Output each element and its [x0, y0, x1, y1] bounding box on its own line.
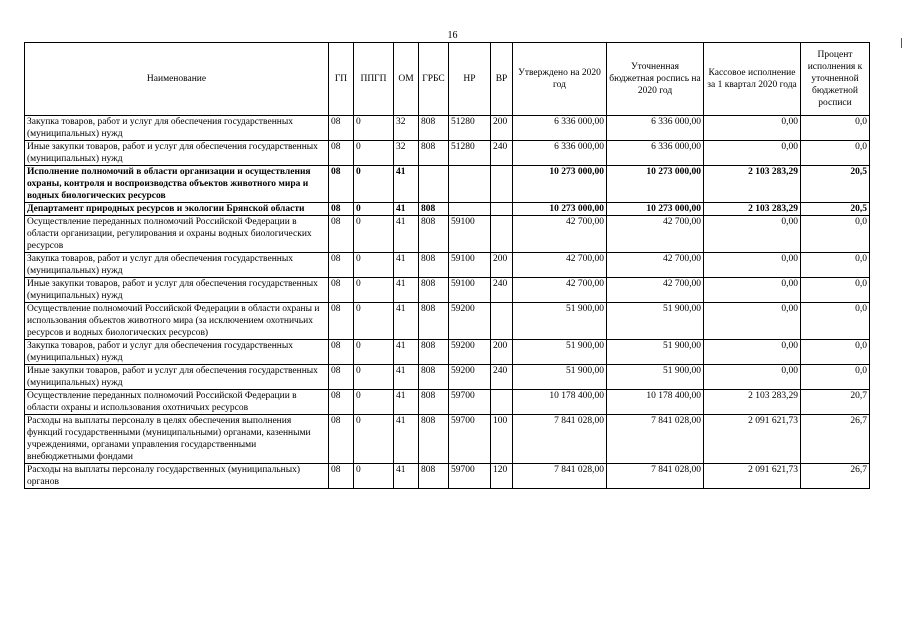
row-ppgp: 0 — [354, 141, 394, 166]
row-gp: 08 — [329, 253, 354, 278]
row-ppgp: 0 — [354, 253, 394, 278]
page-edge-mark — [901, 38, 902, 48]
row-grbs: 808 — [419, 116, 449, 141]
row-percent: 26,7 — [801, 415, 870, 464]
row-approved: 42 700,00 — [513, 278, 607, 303]
row-np: 59200 — [449, 340, 491, 365]
table-row — [25, 365, 870, 390]
row-percent: 20,7 — [801, 390, 870, 415]
row-grbs: 808 — [419, 365, 449, 390]
row-refined: 42 700,00 — [607, 253, 704, 278]
row-name: Осуществление переданных полномочий Российской Федерации в области охраны и использования охотничьих ресурсов — [25, 390, 329, 415]
row-refined: 51 900,00 — [607, 340, 704, 365]
table-row — [25, 278, 870, 303]
row-gp: 08 — [329, 390, 354, 415]
row-om: 41 — [394, 415, 419, 464]
table-row — [25, 415, 870, 464]
row-percent: 0,0 — [801, 253, 870, 278]
row-refined: 51 900,00 — [607, 365, 704, 390]
row-name: Иные закупки товаров, работ и услуг для обеспечения государственных (муниципальных) нужд — [25, 365, 329, 390]
row-name: Расходы на выплаты персоналу в целях обеспечения выполнения функций государственными (муниципальными) органами, казенными учреждениями, органами управления государственными внебюджетными фондами — [25, 415, 329, 464]
row-percent: 0,0 — [801, 278, 870, 303]
row-gp: 08 — [329, 365, 354, 390]
row-cash: 0,00 — [704, 278, 801, 303]
row-percent: 0,0 — [801, 303, 870, 340]
table-header-row — [25, 43, 870, 116]
row-grbs: 808 — [419, 303, 449, 340]
row-cash: 2 103 283,29 — [704, 166, 801, 203]
row-om: 41 — [394, 203, 419, 216]
row-percent: 0,0 — [801, 340, 870, 365]
row-om: 41 — [394, 303, 419, 340]
row-vr: 120 — [491, 464, 513, 489]
header-percent: Процент исполнения к уточненной бюджетной росписи — [801, 43, 870, 116]
table-row — [25, 253, 870, 278]
row-name: Осуществление полномочий Российской Федерации в области охраны и использования объектов животного мира (за исключением охотничьих ресурсов и водных биологических ресурсов) — [25, 303, 329, 340]
table-row — [25, 340, 870, 365]
row-vr: 200 — [491, 253, 513, 278]
row-om: 41 — [394, 253, 419, 278]
row-np: 59100 — [449, 278, 491, 303]
row-np — [449, 166, 491, 203]
row-gp: 08 — [329, 141, 354, 166]
row-grbs: 808 — [419, 415, 449, 464]
row-np: 59700 — [449, 464, 491, 489]
row-ppgp: 0 — [354, 278, 394, 303]
row-approved: 6 336 000,00 — [513, 141, 607, 166]
row-grbs: 808 — [419, 464, 449, 489]
row-approved: 42 700,00 — [513, 253, 607, 278]
row-grbs: 808 — [419, 141, 449, 166]
budget-execution-table — [24, 42, 870, 489]
row-cash: 2 091 621,73 — [704, 415, 801, 464]
row-gp: 08 — [329, 116, 354, 141]
row-om: 41 — [394, 278, 419, 303]
row-name: Закупка товаров, работ и услуг для обеспечения государственных (муниципальных) нужд — [25, 253, 329, 278]
table-row — [25, 116, 870, 141]
row-refined: 6 336 000,00 — [607, 141, 704, 166]
row-percent: 26,7 — [801, 464, 870, 489]
header-cash: Кассовое исполнение за 1 квартал 2020 года — [704, 43, 801, 116]
row-approved: 51 900,00 — [513, 365, 607, 390]
row-np: 59100 — [449, 253, 491, 278]
row-approved: 7 841 028,00 — [513, 464, 607, 489]
row-gp: 08 — [329, 166, 354, 203]
row-approved: 42 700,00 — [513, 216, 607, 253]
row-refined: 10 273 000,00 — [607, 166, 704, 203]
row-gp: 08 — [329, 415, 354, 464]
row-grbs: 808 — [419, 278, 449, 303]
row-vr: 100 — [491, 415, 513, 464]
header-vr: ВР — [491, 43, 513, 116]
row-cash: 2 103 283,29 — [704, 390, 801, 415]
row-cash: 0,00 — [704, 216, 801, 253]
row-np: 59200 — [449, 365, 491, 390]
table-row — [25, 216, 870, 253]
row-approved: 51 900,00 — [513, 303, 607, 340]
row-percent: 20,5 — [801, 166, 870, 203]
row-cash: 0,00 — [704, 116, 801, 141]
row-name: Департамент природных ресурсов и экологии Брянской области — [25, 203, 329, 216]
table-row — [25, 166, 870, 203]
row-vr — [491, 303, 513, 340]
row-vr — [491, 166, 513, 203]
row-vr — [491, 216, 513, 253]
row-gp: 08 — [329, 278, 354, 303]
row-grbs: 808 — [419, 390, 449, 415]
row-om: 32 — [394, 141, 419, 166]
row-percent: 0,0 — [801, 365, 870, 390]
row-name: Закупка товаров, работ и услуг для обеспечения государственных (муниципальных) нужд — [25, 116, 329, 141]
row-refined: 6 336 000,00 — [607, 116, 704, 141]
row-vr: 240 — [491, 141, 513, 166]
row-vr: 240 — [491, 365, 513, 390]
row-cash: 2 091 621,73 — [704, 464, 801, 489]
row-name: Иные закупки товаров, работ и услуг для обеспечения государственных (муниципальных) нужд — [25, 278, 329, 303]
row-vr: 200 — [491, 116, 513, 141]
row-cash: 0,00 — [704, 141, 801, 166]
row-percent: 0,0 — [801, 141, 870, 166]
row-np: 59700 — [449, 415, 491, 464]
row-ppgp: 0 — [354, 166, 394, 203]
row-name: Осуществление переданных полномочий Российской Федерации в области организации, регулирования и охраны водных биологических ресурсов — [25, 216, 329, 253]
table-row — [25, 464, 870, 489]
row-percent: 0,0 — [801, 216, 870, 253]
row-grbs — [419, 166, 449, 203]
row-refined: 7 841 028,00 — [607, 415, 704, 464]
header-np: НР — [449, 43, 491, 116]
row-np: 51280 — [449, 141, 491, 166]
row-name: Закупка товаров, работ и услуг для обеспечения государственных (муниципальных) нужд — [25, 340, 329, 365]
row-vr: 240 — [491, 278, 513, 303]
row-om: 41 — [394, 390, 419, 415]
row-refined: 51 900,00 — [607, 303, 704, 340]
row-refined: 10 178 400,00 — [607, 390, 704, 415]
row-approved: 10 178 400,00 — [513, 390, 607, 415]
row-name: Иные закупки товаров, работ и услуг для обеспечения государственных (муниципальных) нужд — [25, 141, 329, 166]
row-cash: 0,00 — [704, 253, 801, 278]
row-om: 41 — [394, 166, 419, 203]
row-ppgp: 0 — [354, 390, 394, 415]
row-om: 41 — [394, 216, 419, 253]
row-refined: 42 700,00 — [607, 278, 704, 303]
row-ppgp: 0 — [354, 340, 394, 365]
row-grbs: 808 — [419, 340, 449, 365]
row-cash: 0,00 — [704, 365, 801, 390]
row-ppgp: 0 — [354, 116, 394, 141]
header-gp: ГП — [329, 43, 354, 116]
row-ppgp: 0 — [354, 464, 394, 489]
row-grbs: 808 — [419, 253, 449, 278]
row-np: 59700 — [449, 390, 491, 415]
row-refined: 7 841 028,00 — [607, 464, 704, 489]
row-om: 41 — [394, 340, 419, 365]
row-name: Расходы на выплаты персоналу государственных (муниципальных) органов — [25, 464, 329, 489]
row-np — [449, 203, 491, 216]
row-grbs: 808 — [419, 203, 449, 216]
header-approved: Утверждено на 2020 год — [513, 43, 607, 116]
header-ppgp: ППГП — [354, 43, 394, 116]
row-ppgp: 0 — [354, 303, 394, 340]
row-vr — [491, 203, 513, 216]
row-gp: 08 — [329, 203, 354, 216]
row-gp: 08 — [329, 303, 354, 340]
row-approved: 7 841 028,00 — [513, 415, 607, 464]
row-name: Исполнение полномочий в области организации и осуществления охраны, контроля и воспроизводства объектов животного мира и водных биологических ресурсов — [25, 166, 329, 203]
row-approved: 51 900,00 — [513, 340, 607, 365]
row-om: 41 — [394, 365, 419, 390]
row-np: 51280 — [449, 116, 491, 141]
row-refined: 10 273 000,00 — [607, 203, 704, 216]
row-om: 41 — [394, 464, 419, 489]
row-grbs: 808 — [419, 216, 449, 253]
header-om: ОМ — [394, 43, 419, 116]
row-gp: 08 — [329, 216, 354, 253]
row-ppgp: 0 — [354, 365, 394, 390]
row-ppgp: 0 — [354, 203, 394, 216]
table-row — [25, 203, 870, 216]
row-np: 59200 — [449, 303, 491, 340]
row-gp: 08 — [329, 464, 354, 489]
row-refined: 42 700,00 — [607, 216, 704, 253]
row-vr: 200 — [491, 340, 513, 365]
row-percent: 0,0 — [801, 116, 870, 141]
row-cash: 2 103 283,29 — [704, 203, 801, 216]
row-vr — [491, 390, 513, 415]
table-row — [25, 303, 870, 340]
row-ppgp: 0 — [354, 216, 394, 253]
row-approved: 10 273 000,00 — [513, 166, 607, 203]
row-cash: 0,00 — [704, 340, 801, 365]
row-gp: 08 — [329, 340, 354, 365]
row-cash: 0,00 — [704, 303, 801, 340]
table-row — [25, 141, 870, 166]
header-refined: Уточненная бюджетная роспись на 2020 год — [607, 43, 704, 116]
header-grbs: ГРБС — [419, 43, 449, 116]
row-om: 32 — [394, 116, 419, 141]
page-number: 16 — [447, 30, 458, 41]
table-row — [25, 390, 870, 415]
header-name: Наименование — [25, 43, 329, 116]
row-np: 59100 — [449, 216, 491, 253]
row-ppgp: 0 — [354, 415, 394, 464]
row-approved: 6 336 000,00 — [513, 116, 607, 141]
row-approved: 10 273 000,00 — [513, 203, 607, 216]
row-percent: 20,5 — [801, 203, 870, 216]
